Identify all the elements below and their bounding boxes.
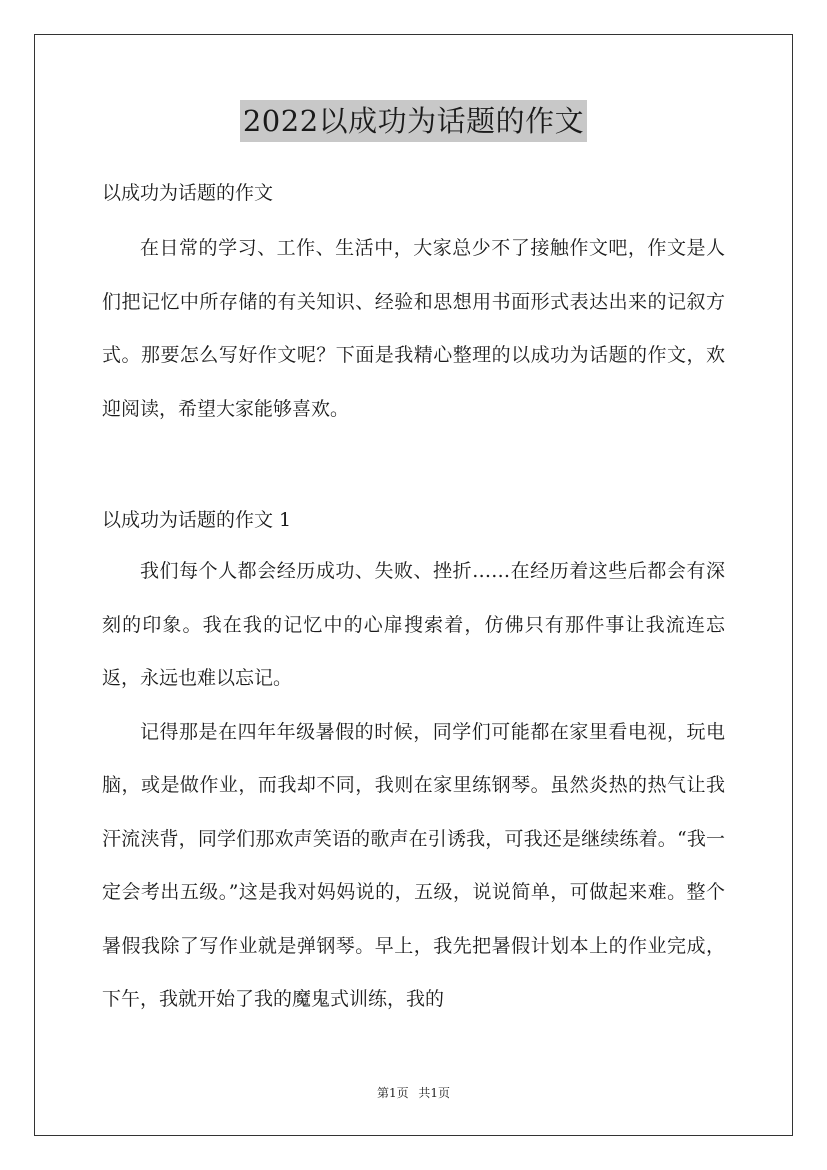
section-body [102, 545, 725, 1027]
title-area [0, 100, 827, 142]
body-paragraph: 我们每个人都会经历成功、失败、挫折……在经历着这些后都会有深刻的印象。我在我的记忆中的心扉搜索着，仿佛只有那件事让我流连忘返，永远也难以忘记。 [102, 560, 725, 689]
intro-block [102, 222, 725, 436]
document-title: 2022以成功为话题的作文 [240, 100, 587, 142]
body-paragraph: 记得那是在四年年级暑假的时候，同学们可能都在家里看电视，玩电脑，或是做作业，而我却不同，我则在家里练钢琴。虽然炎热的热气让我汗流浃背，同学们那欢声笑语的歌声在引诱我，可我还是继续练着。“我一定会考出五级。”这是我对妈妈说的，五级，说说简单，可做起来难。整个暑假我除了写作业就是弹钢琴。早上，我先把暑假计划本上的作业完成，下午，我就开始了我的魔鬼式训练，我的 [102, 720, 725, 1010]
page-footer [0, 1084, 827, 1102]
page-total: 共1页 [418, 1086, 451, 1100]
page-number: 第1页 [376, 1086, 409, 1100]
document-subtitle: 以成功为话题的作文 [102, 182, 274, 204]
section-heading: 以成功为话题的作文 1 [102, 509, 292, 531]
intro-paragraph: 在日常的学习、工作、生活中，大家总少不了接触作文吧，作文是人们把记忆中所存储的有关知识、经验和思想用书面形式表达出来的记叙方式。那要怎么写好作文呢？下面是我精心整理的以成功为话题的作文，欢迎阅读，希望大家能够喜欢。 [102, 237, 725, 420]
